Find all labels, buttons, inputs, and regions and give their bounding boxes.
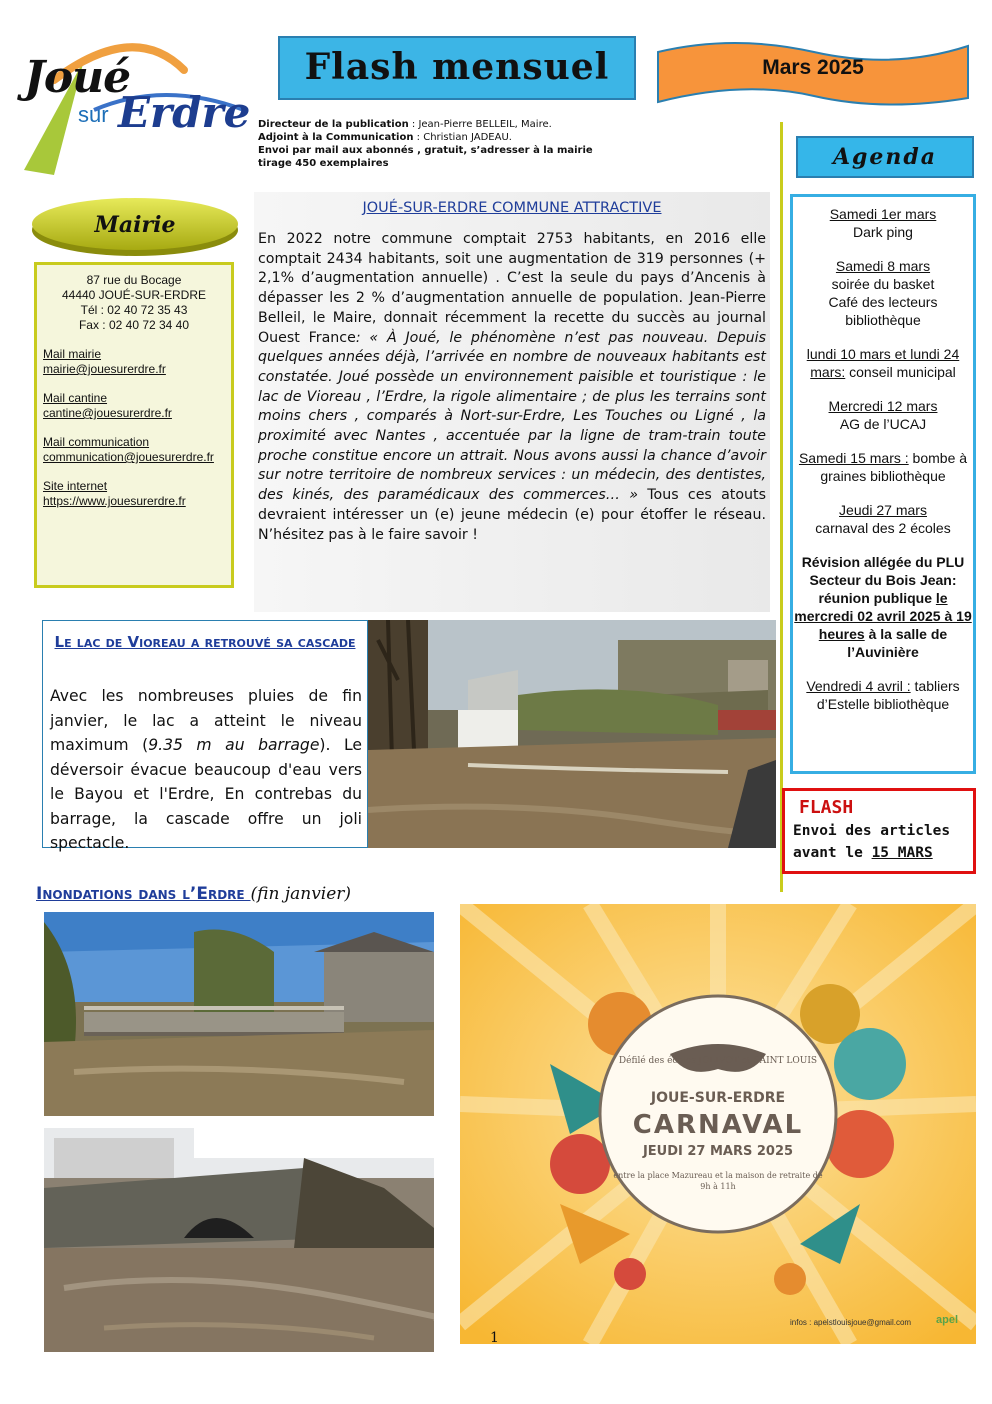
agenda-list: [790, 194, 976, 774]
cascade-photo: [368, 620, 776, 848]
article-paragraph: En 2022 notre commune comptait 2753 habitants, en 2016 elle comptait 2434 habitants, soit une augmentation de 319 personnes (+ 2,1% d’augmentation annuelle) . C’est la seule du pays d’Ancenis à dépasser les 2 % d’augmentation annuelle de population. Jean-Pierre Belleil, le Maire, donnait récemment la recette du succès au journal Ouest France: [258, 231, 766, 346]
agenda-text: Révision allégée du PLU Secteur du Bois Jean: réunion publique: [801, 554, 965, 606]
lac-text: Avec les nombreuses pluies de fin janvier, le lac a atteint le niveau maximum (: [50, 687, 362, 754]
director-value: : Jean-Pierre BELLEIL, Maire.: [408, 119, 552, 130]
agenda-text: bombe à graines bibliothèque: [820, 450, 968, 484]
agenda-item: [793, 345, 973, 381]
carnaval-infos: infos : apelstlouisjoue@gmail.com: [790, 1318, 912, 1327]
vertical-divider: [780, 122, 783, 892]
carnaval-town: JOUE-SUR-ERDRE: [650, 1090, 786, 1106]
issue-date: Mars 2025: [762, 56, 864, 79]
apel-logo-text: apel: [936, 1314, 959, 1326]
agenda-item: [793, 397, 973, 433]
agenda-date: Jeudi 27 mars: [839, 502, 927, 518]
agenda-item-plu: [793, 553, 973, 661]
fax: Fax : 02 40 72 34 40: [78, 318, 190, 332]
article-conclusion: Tous ces atouts devraient intéresser un (e) jeune médecin (e) pour étoffer le réseau. N’hésitez pas à le faire savoir !: [258, 487, 766, 543]
agenda-date: Samedi 8 mars: [835, 258, 931, 274]
adjoint-value: : Christian JADEAU.: [413, 132, 512, 143]
inondations-title: Inondations dans l’Erdre: [36, 884, 251, 904]
agenda-date: Samedi 15 mars :: [798, 450, 909, 466]
mail-communication-link[interactable]: communication@jouesurerdre.fr: [43, 450, 214, 464]
agenda-date: Vendredi 4 avril :: [806, 678, 911, 694]
agenda-text: AG de l’UCAJ: [839, 416, 927, 432]
agenda-item: [793, 257, 973, 329]
agenda-text: soirée du basket Café des lecteurs bibliothèque: [828, 276, 938, 328]
flash-line-1: Envoi des articles: [793, 823, 951, 839]
agenda-text: conseil municipal: [845, 364, 956, 380]
flood-bridge-photo-2: [44, 1128, 434, 1352]
mail-mairie-label: Mail mairie: [43, 347, 102, 361]
logo-text-erdre: Erdre: [118, 88, 251, 137]
site-link[interactable]: https://www.jouesurerdre.fr: [43, 494, 186, 508]
carnaval-arc-bottom: entre la place Mazureau et la maison de retraite de 9h à 11h: [613, 1171, 823, 1191]
agenda-date: le mercredi 02 avril 2025 à 19 heures: [794, 590, 972, 642]
agenda-item: [793, 501, 973, 537]
site-label: Site internet: [43, 479, 108, 493]
article-title: JOUÉ-SUR-ERDRE COMMUNE ATTRACTIVE: [362, 200, 662, 216]
agenda-item: [793, 205, 973, 241]
carnaval-word: CARNAVAL: [632, 1110, 804, 1140]
flash-before: avant le: [793, 845, 872, 861]
lac-text-end: ). Le déversoir évacue beaucoup d'eau vers le Bayou et l'Erdre, En contrebas du barrage, la cascade offre un joli spectacle.: [50, 736, 362, 852]
page-number: 1: [490, 1330, 499, 1346]
address-line-1: 87 rue du Bocage: [86, 273, 182, 287]
logo-text-sur: sur: [78, 102, 109, 127]
inondations-heading: [36, 884, 351, 904]
agenda-text: à la salle de l’Auvinière: [847, 626, 948, 660]
agenda-date: Mercredi 12 mars: [828, 398, 938, 414]
agenda-date: lundi 10 mars et lundi 24 mars:: [806, 346, 960, 380]
mairie-contact-box: [34, 262, 234, 588]
mail-communication-label: Mail communication: [43, 435, 150, 449]
lac-level: 9.35 m au barrage: [148, 736, 320, 754]
mail-cantine-link[interactable]: cantine@jouesurerdre.fr: [43, 406, 172, 420]
logo-text-joue: Joué: [24, 52, 131, 103]
director-label: Directeur de la publication: [258, 119, 409, 130]
article-body: [258, 230, 766, 545]
lac-title: Le lac de Vioreau a retrouvé sa cascade: [54, 633, 356, 651]
address-line-2: 44440 JOUÉ-SUR-ERDRE: [61, 288, 207, 302]
flash-title: FLASH: [799, 797, 854, 818]
agenda-text: Dark ping: [853, 224, 913, 240]
mail-mairie-link[interactable]: mairie@jouesurerdre.fr: [43, 362, 166, 376]
print-run: tirage 450 exemplaires: [258, 158, 389, 169]
agenda-title: Agenda: [832, 144, 938, 170]
mairie-heading: Mairie: [94, 212, 176, 238]
carnaval-poster: [460, 904, 976, 1344]
title-banner: [278, 36, 636, 100]
agenda-text: tabliers d’Estelle bibliothèque: [816, 678, 960, 712]
flash-line-2: [793, 845, 933, 861]
adjoint-label: Adjoint à la Communication: [258, 132, 414, 143]
flash-box: [782, 788, 976, 874]
agenda-header: [796, 136, 974, 178]
inondations-subtitle: (fin janvier): [250, 884, 352, 904]
carnaval-date: JEUDI 27 MARS 2025: [642, 1144, 794, 1159]
page-title: Flash mensuel: [304, 46, 610, 88]
phone: Tél : 02 40 72 35 43: [80, 303, 188, 317]
carnaval-arc-top: Défilé des écoles JOLIVOT et SAINT LOUIS: [618, 1056, 818, 1066]
masthead-info: [258, 118, 628, 170]
distribution-info: Envoi par mail aux abonnés , gratuit, s’adresser à la mairie: [258, 145, 593, 156]
lac-body: [50, 684, 362, 856]
agenda-text: carnaval des 2 écoles: [815, 520, 951, 536]
agenda-item: [793, 677, 973, 713]
article-quote: : « À Joué, le phénomène n’est pas nouveau. Depuis quelques années déjà, l’arrivée en nombre de nouveaux habitants est constatée. Joué possède un environnement paisible et touristique : le lac de Vioreau , l’Erdre, la rigole alimentaire ; de plus les terrains sont moins chers , comparés à Nort-sur-Erdre, Les Touches ou Ligné , la proximité avec Nantes , accentuée par la ligne de tram-train toute proche constitue encore un attrait. Nous avons aussi la chance d’avoir sur notre territoire de nombreux services : un médecin, des dentistes, des kinés, des paramédicaux des commerces… »: [258, 329, 766, 504]
agenda-date: Samedi 1er mars: [829, 206, 937, 222]
agenda-item: [793, 449, 973, 485]
flood-bridge-photo-1: [44, 912, 434, 1116]
flash-deadline: 15 MARS: [871, 845, 933, 861]
mail-cantine-label: Mail cantine: [43, 391, 108, 405]
